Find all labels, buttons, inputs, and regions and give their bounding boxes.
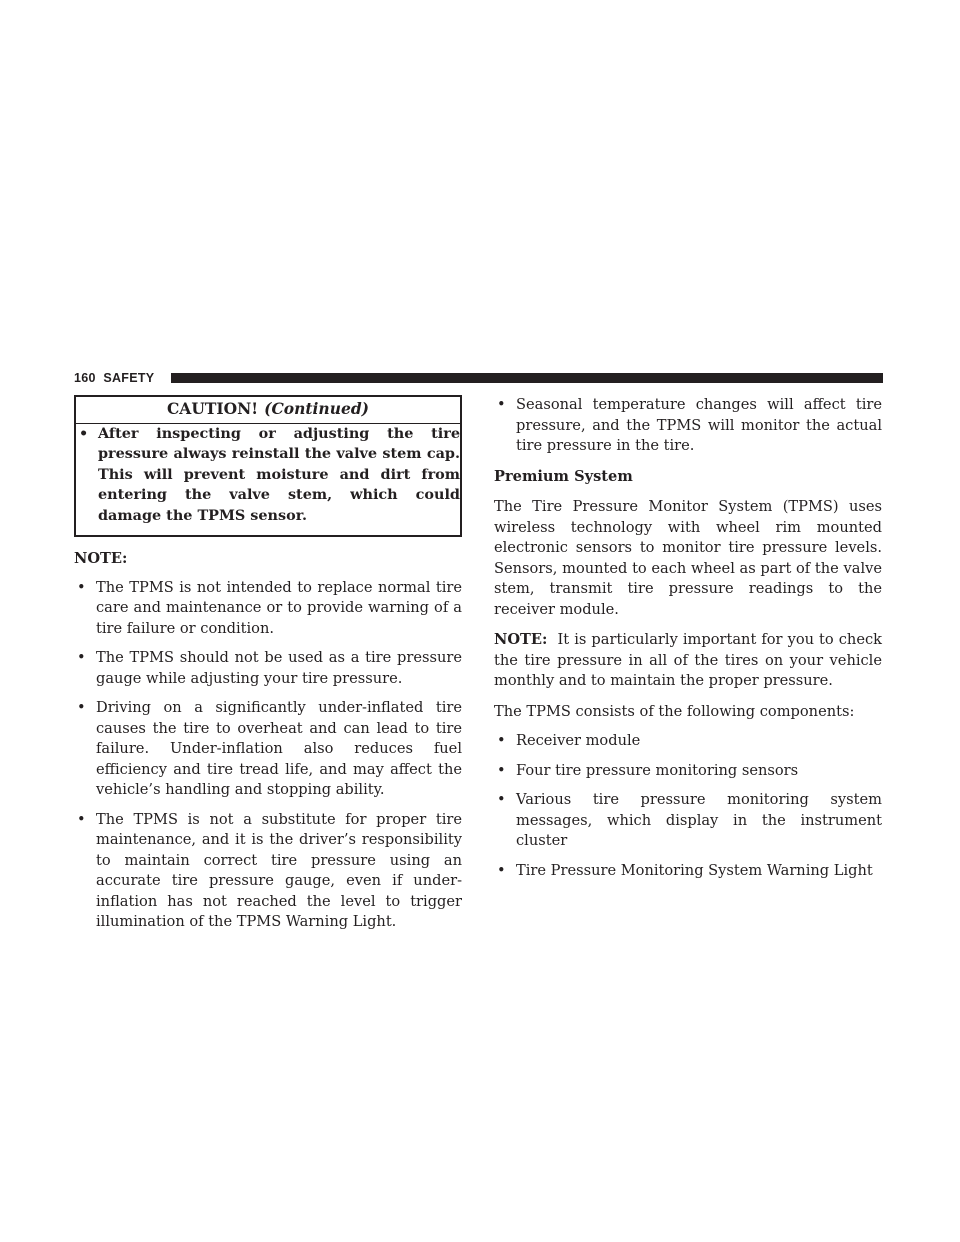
component-item-text: Tire Pressure Monitoring System Warning Light [516,861,873,879]
premium-system-heading: Premium System [494,467,633,485]
component-item [494,731,882,752]
components-list [494,731,882,881]
note-item-text: The TPMS should not be used as a tire pressure gauge while adjusting your tire pressure. [96,649,462,687]
caution-item [76,424,460,527]
caution-title-suffix: (Continued) [264,399,370,418]
bullet-icon: • [77,649,86,666]
bullet-icon: • [497,791,506,808]
header-rule-bar [171,373,883,383]
seasonal-item [494,395,882,457]
premium-note-label: NOTE: [494,631,548,648]
caution-item-text: After inspecting or adjusting the tire pressure always reinstall the valve stem cap. This will prevent moisture and dirt from entering the valve stem, which could damage the TPMS sensor. [98,424,460,524]
component-item [494,861,882,882]
bullet-icon: • [77,578,86,596]
page-number: 160 [74,371,96,385]
note-item [74,648,462,689]
note-item [74,810,462,933]
component-item [494,761,882,782]
note-item-text: Driving on a significantly under-inflated tire causes the tire to overheat and can lead to tire failure. Under-inflation also reduces fuel efficiency and tire tread life, and may affect the vehicle’s handling and stopping ability. [96,699,462,798]
caution-title-text: CAUTION! [166,399,259,418]
component-item-text: Receiver module [516,732,641,749]
component-item-text: Various tire pressure monitoring system messages, which display in the instrument cluster [516,791,882,849]
bullet-icon: • [77,810,86,828]
section-title: SAFETY [103,371,155,385]
page-header-label [74,371,154,385]
page-header [74,369,883,389]
note-item-text: The TPMS is not intended to replace normal tire care and maintenance or to provide warning of a tire failure or condition. [96,578,462,637]
bullet-icon: • [497,761,506,779]
caution-list [76,424,460,527]
note-list [74,578,462,933]
premium-note-paragraph [494,630,882,692]
right-column [494,395,882,890]
component-item-text: Four tire pressure monitoring sensors [516,761,799,779]
bullet-icon: • [497,861,506,879]
components-intro: The TPMS consists of the following components: [494,702,855,720]
left-column [74,395,462,942]
bullet-icon: • [79,424,89,442]
seasonal-item-text: Seasonal temperature changes will affect tire pressure, and the TPMS will monitor the actual tire pressure in the tire. [516,396,882,454]
bullet-icon: • [497,732,506,749]
bullet-icon: • [497,396,506,413]
caution-box [74,395,462,537]
bullet-icon: • [77,699,86,716]
note-item [74,698,462,801]
seasonal-list [494,395,882,457]
premium-note-text: It is particularly important for you to check the tire pressure in all of the tires on your vehicle monthly and to maintain the proper pressure. [494,631,882,689]
component-item [494,790,882,852]
note-item [74,578,462,640]
premium-system-paragraph: The Tire Pressure Monitor System (TPMS) uses wireless technology with wheel rim mounted electronic sensors to monitor tire pressure levels. Sensors, mounted to each wheel as part of the valve stem, transmit tire pressure readings to the receiver module. [494,498,882,618]
caution-title [76,397,460,424]
note-item-text: The TPMS is not a substitute for proper tire maintenance, and it is the driver’s responsibility to maintain correct tire pressure using an accurate tire pressure gauge, even if under-inflation has not reached the level to trigger illumination of the TPMS Warning Light. [96,810,462,930]
note-heading: NOTE: [74,550,128,567]
